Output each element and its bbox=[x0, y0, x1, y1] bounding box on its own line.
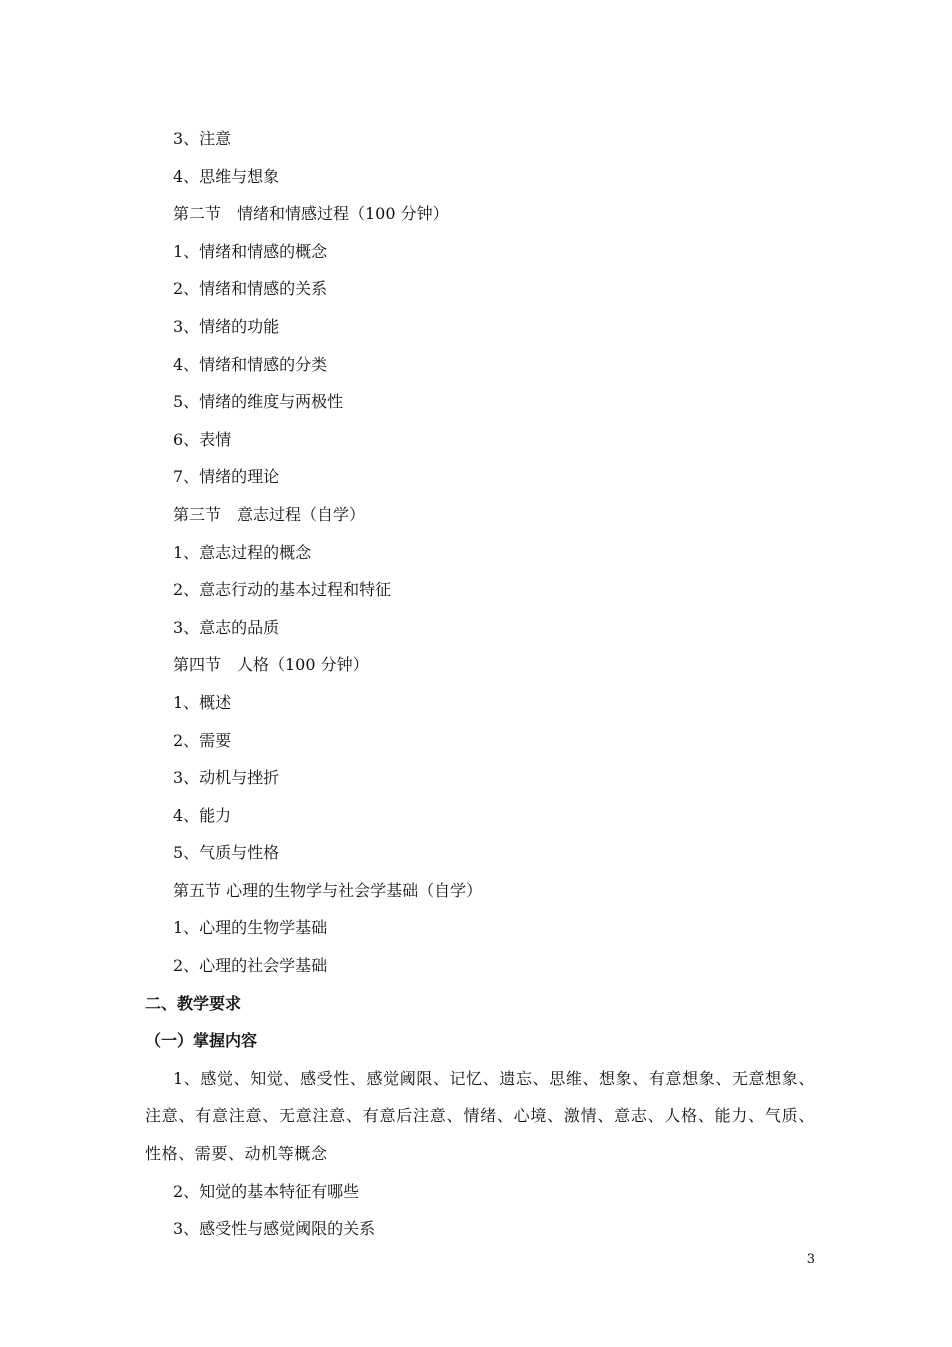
outline-item: 2、需要 bbox=[173, 730, 232, 750]
outline-item: 2、意志行动的基本过程和特征 bbox=[173, 580, 392, 600]
requirement-paragraph: 1、感觉、知觉、感受性、感觉阈限、记忆、遗忘、思维、想象、有意想象、无意想象、注意、有意注意、无意注意、有意后注意、情绪、心境、激情、意志、人格、能力、气质、性格、需要、动机等概念 bbox=[145, 1068, 815, 1164]
page-number: 3 bbox=[806, 1252, 815, 1267]
outline-item: 4、能力 bbox=[173, 805, 232, 825]
outline-item: 3、动机与挫折 bbox=[173, 768, 280, 788]
requirement-item: 3、感受性与感觉阈限的关系 bbox=[173, 1219, 376, 1239]
outline-item: 3、情绪的功能 bbox=[173, 316, 280, 336]
outline-item: 1、概述 bbox=[173, 692, 232, 712]
outline-item: 6、表情 bbox=[173, 429, 232, 449]
teaching-requirements-heading: 二、教学要求 bbox=[145, 993, 242, 1013]
outline-item: 1、心理的生物学基础 bbox=[173, 918, 328, 938]
outline-item: 5、气质与性格 bbox=[173, 843, 280, 863]
outline-item: 2、情绪和情感的关系 bbox=[173, 279, 328, 299]
section-title: 第三节 意志过程（自学） bbox=[173, 504, 366, 524]
outline-item: 1、情绪和情感的概念 bbox=[173, 241, 328, 261]
outline-item: 3、注意 bbox=[173, 129, 232, 148]
page-content bbox=[145, 120, 815, 1248]
outline-item: 1、意志过程的概念 bbox=[173, 542, 312, 562]
outline-item: 4、思维与想象 bbox=[173, 166, 280, 186]
section-title: 第四节 人格（100 分钟） bbox=[173, 655, 369, 675]
requirement-item: 2、知觉的基本特征有哪些 bbox=[173, 1181, 360, 1201]
section-title: 第二节 情绪和情感过程（100 分钟） bbox=[173, 204, 449, 224]
outline-item: 3、意志的品质 bbox=[173, 617, 280, 637]
outline-item: 4、情绪和情感的分类 bbox=[173, 354, 328, 374]
outline-item: 2、心理的社会学基础 bbox=[173, 956, 328, 976]
section-title: 第五节 心理的生物学与社会学基础（自学） bbox=[173, 880, 483, 900]
mastery-content-heading: （一）掌握内容 bbox=[145, 1031, 258, 1051]
outline-item: 5、情绪的维度与两极性 bbox=[173, 392, 344, 412]
outline-item: 7、情绪的理论 bbox=[173, 467, 280, 487]
